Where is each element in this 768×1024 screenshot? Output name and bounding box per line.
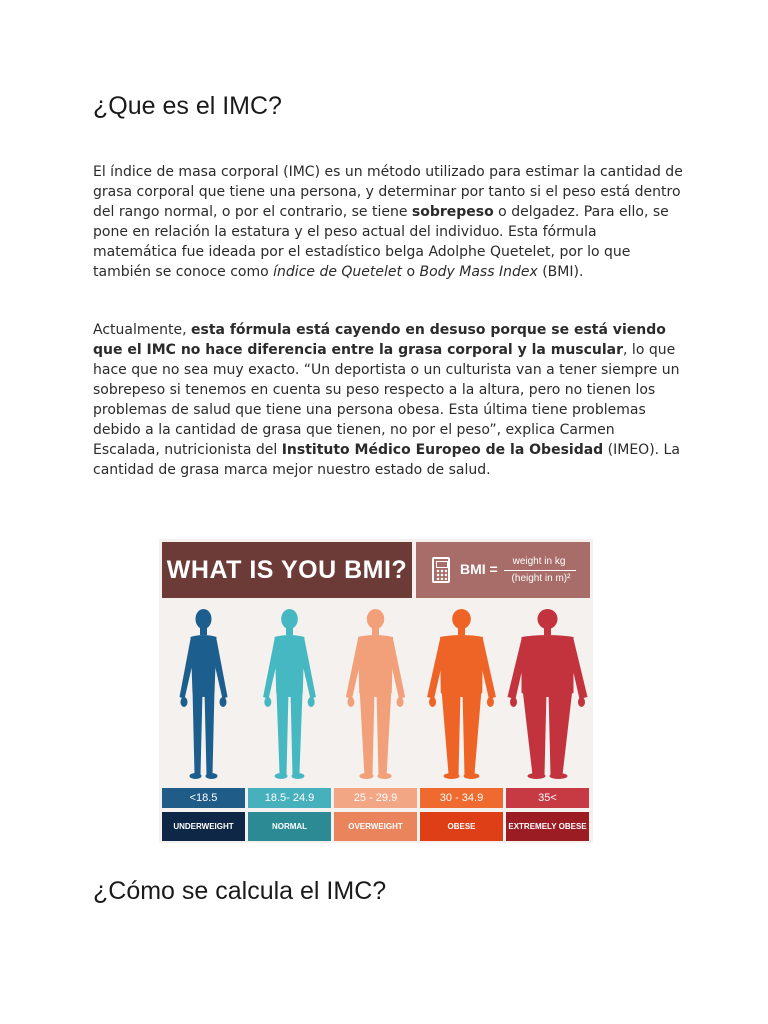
text-span: (BMI). <box>537 264 584 280</box>
text-span: (IMEO). La cantidad de grasa marca mejor nuestro estado de salud. <box>93 442 680 478</box>
bold-sobrepeso: sobrepeso <box>411 204 494 220</box>
formula-denominator: (height in m)² <box>511 573 571 584</box>
text-span: , lo que hace que no sea muy exacto. “Un deportista o un culturista van a tener siempre un sobrepeso si tenemos en cuenta su peso respecto a la altura, pero no tienen los problemas de salud que tiene una persona obesa. Esta última tiene problemas debido a la cantidad de grasa que tienen, no por el peso”, explica Carmen Escalada, nutricionista del <box>93 342 680 458</box>
bold-imeo: Instituto Médico Europeo de la Obesidad <box>281 442 604 458</box>
bmi-category-normal <box>248 601 331 841</box>
bmi-category-obese <box>420 601 503 841</box>
formula-numerator: weight in kg <box>512 556 566 567</box>
bmi-category-overweight <box>334 601 417 841</box>
infographic-title: WHAT IS YOU BMI? <box>162 542 412 598</box>
bmi-categories <box>162 601 590 841</box>
bmi-range: 30 - 34.9 <box>420 788 503 808</box>
heading-que-es-imc: ¿Que es el IMC? <box>93 92 282 120</box>
formula-label: BMI = <box>460 561 498 577</box>
italic-indice-quetelet: índice de Quetelet <box>273 264 403 280</box>
bmi-category-label: OBESE <box>420 812 503 841</box>
text-span: o <box>402 264 420 280</box>
bmi-range: 25 - 29.9 <box>334 788 417 808</box>
bmi-category-label: OVERWEIGHT <box>334 812 417 841</box>
italic-body-mass-index: Body Mass Index <box>419 264 538 280</box>
body-figure-icon <box>420 605 503 781</box>
bmi-range: 18.5- 24.9 <box>248 788 331 808</box>
text-span: o delgadez. Para ello, se pone en relación la estatura y el peso actual del individuo. Esta fórmula matemática fue ideada por el estadístico belga Adolphe Quetelet, por lo que también se conoce como <box>93 204 669 280</box>
bmi-category-label: NORMAL <box>248 812 331 841</box>
calculator-icon <box>432 557 450 583</box>
formula-divider <box>504 570 576 571</box>
body-figure-icon <box>334 605 417 781</box>
paragraph-desuso <box>93 320 683 480</box>
bmi-category-label: UNDERWEIGHT <box>162 812 245 841</box>
bmi-range: <18.5 <box>162 788 245 808</box>
text-span: El índice de masa corporal (IMC) es un método utilizado para estimar la cantidad de grasa corporal que tiene una persona, y determinar por tanto si el peso está dentro del rango normal, o por el contrario, se tiene <box>93 164 683 220</box>
text-span: Actualmente, <box>93 322 191 338</box>
heading-como-se-calcula: ¿Cómo se calcula el IMC? <box>93 877 387 905</box>
bmi-category-extremely-obese <box>506 601 589 841</box>
bold-desuso: esta fórmula está cayendo en desuso porque se está viendo que el IMC no hace diferencia entre la grasa corporal y la muscular <box>93 322 666 358</box>
body-figure-icon <box>248 605 331 781</box>
body-figure-icon <box>162 605 245 781</box>
bmi-category-underweight <box>162 601 245 841</box>
paragraph-definicion <box>93 162 683 282</box>
bmi-range: 35< <box>506 788 589 808</box>
bmi-category-label: EXTREMELY OBESE <box>506 812 589 841</box>
body-figure-icon <box>506 605 589 781</box>
bmi-infographic <box>159 539 593 843</box>
bmi-formula <box>416 542 590 598</box>
